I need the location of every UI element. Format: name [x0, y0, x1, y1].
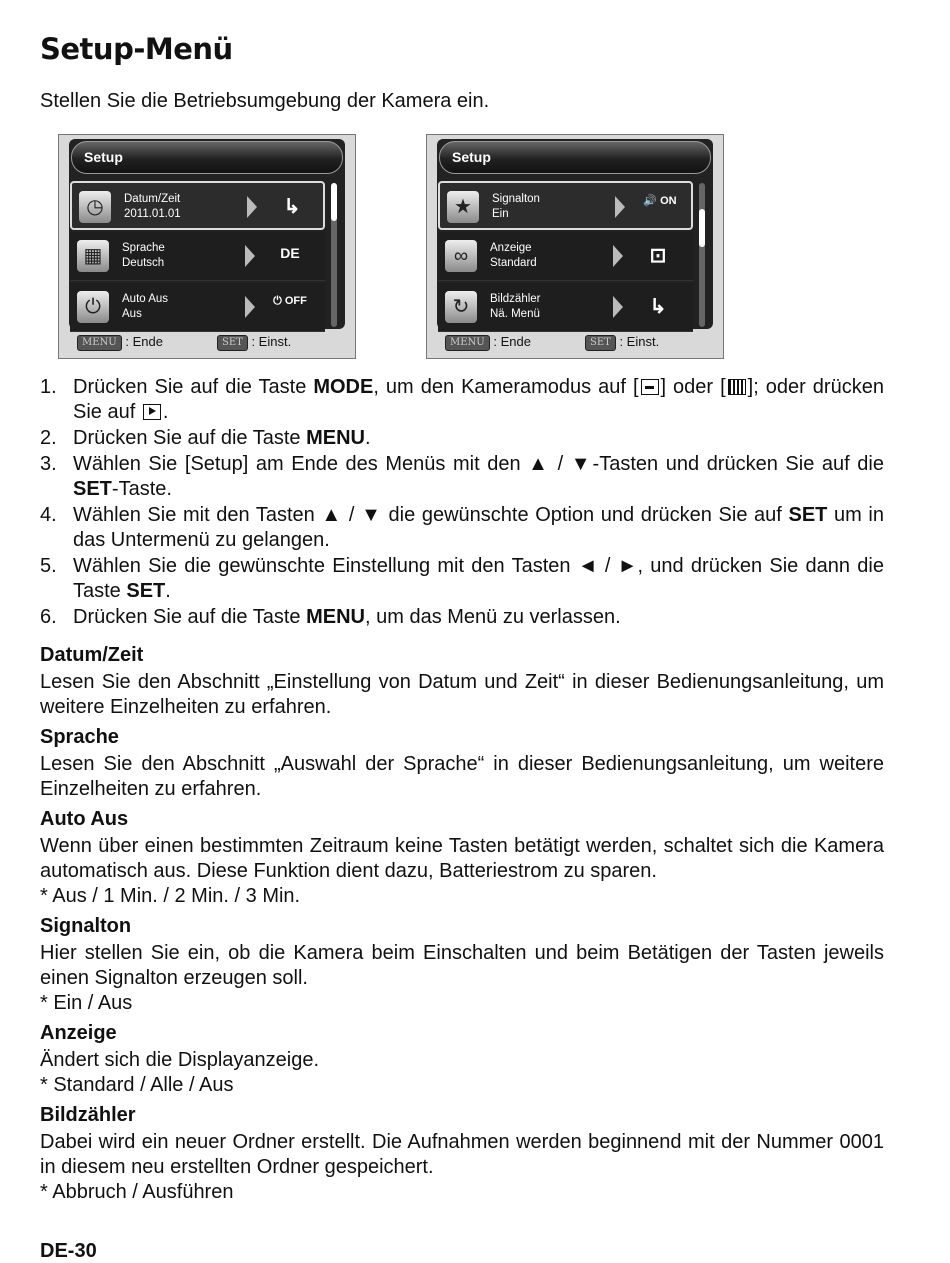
power-icon: ⏻	[77, 291, 109, 323]
section-options: * Abbruch / Ausführen	[40, 1181, 234, 1203]
screen-header: Setup	[439, 141, 711, 174]
menu-row-auto-aus[interactable]	[70, 283, 325, 332]
speaker-on-icon: 🔊 ON	[643, 195, 677, 207]
counter-icon: ↻	[445, 291, 477, 323]
row-label: Datum/Zeit 2011.01.01	[124, 193, 181, 220]
menu-row-sprache[interactable]	[70, 232, 325, 281]
power-off-icon: ⏻ OFF	[273, 295, 307, 307]
section-text: Lesen Sie den Abschnitt „Einstellung von Datum und Zeit“ in dieser Bedienungsanleitung, um weitere Einzelheiten zu erfahren.	[40, 671, 884, 718]
enter-arrow-icon: ↳	[283, 196, 301, 218]
step-item: 4. Wählen Sie mit den Tasten ▲ / ▼ die gewünschte Option und drücken Sie auf SET um in das Untermenü zu gelangen.	[40, 504, 884, 551]
chevron-right-icon	[245, 245, 255, 267]
menu-button-icon: MENU	[77, 335, 122, 351]
chevron-right-icon	[613, 245, 623, 267]
enter-arrow-icon: ↳	[649, 296, 667, 318]
set-hint: SET : Einst.	[217, 334, 291, 351]
row-label: Anzeige Standard	[490, 242, 537, 269]
steps-list	[40, 375, 884, 631]
step-item: 6. Drücken Sie auf die Taste MENU, um das Menü zu verlassen.	[40, 606, 621, 628]
section-heading: Bildzähler	[40, 1104, 136, 1126]
option-descriptions	[40, 643, 884, 1210]
section-anzeige	[40, 1021, 884, 1098]
section-sprache	[40, 725, 884, 802]
chevron-right-icon	[613, 296, 623, 318]
screen-header: Setup	[71, 141, 343, 174]
display-icon: ∞	[445, 240, 477, 272]
section-auto-aus	[40, 807, 884, 909]
scrollbar-thumb[interactable]	[331, 183, 337, 221]
scrollbar[interactable]	[699, 183, 705, 327]
set-hint: SET : Einst.	[585, 334, 659, 351]
section-text: Dabei wird ein neuer Ordner erstellt. Die Aufnahmen werden beginnend mit der Nummer 0001 in diesem neu erstellten Ordner gespeichert.	[40, 1131, 884, 1178]
set-button-icon: SET	[217, 335, 248, 351]
screen-display	[69, 139, 345, 329]
scrollbar-thumb[interactable]	[699, 209, 705, 247]
section-heading: Auto Aus	[40, 808, 129, 830]
section-options: * Ein / Aus	[40, 992, 133, 1014]
sound-icon: ★	[447, 191, 479, 223]
screen-footer	[427, 334, 723, 352]
section-heading: Signalton	[40, 915, 132, 937]
language-de-icon: DE	[280, 245, 300, 261]
setup-screen-2	[426, 134, 724, 359]
menu-row-signalton[interactable]	[438, 181, 693, 230]
section-text: Lesen Sie den Abschnitt „Auswahl der Sprache“ in dieser Bedienungsanleitung, um weitere Einzelheiten zu erfahren.	[40, 753, 884, 800]
section-text: Wenn über einen bestimmten Zeitraum keine Tasten betätigt werden, schaltet sich die Kamera automatisch aus. Diese Funktion dient dazu, Batteriestrom zu sparen.	[40, 835, 884, 882]
chevron-right-icon	[247, 196, 257, 218]
section-signalton	[40, 914, 884, 1016]
section-datum-zeit	[40, 643, 884, 720]
setup-screen-1	[58, 134, 356, 359]
display-standard-icon: ⊡	[649, 245, 667, 267]
menu-row-bildzaehler[interactable]	[438, 283, 693, 332]
menu-row-anzeige[interactable]	[438, 232, 693, 281]
menu-hint: MENU : Ende	[445, 334, 531, 351]
clock-icon: ◷	[79, 191, 111, 223]
language-icon: ▦	[77, 240, 109, 272]
screen-footer	[59, 334, 355, 352]
row-label: Signalton Ein	[492, 193, 540, 220]
page-number: DE-30	[40, 1240, 97, 1262]
menu-button-icon: MENU	[445, 335, 490, 351]
chevron-right-icon	[615, 196, 625, 218]
row-label: Bildzähler Nä. Menü	[490, 293, 541, 320]
row-label: Sprache Deutsch	[122, 242, 165, 269]
section-options: * Standard / Alle / Aus	[40, 1074, 234, 1096]
step-item: 5. Wählen Sie die gewünschte Einstellung mit den Tasten ◄ / ►, und drücken Sie dann die Taste SET.	[40, 555, 884, 602]
section-options: * Aus / 1 Min. / 2 Min. / 3 Min.	[40, 885, 301, 907]
video-mode-icon	[728, 379, 746, 395]
section-text: Hier stellen Sie ein, ob die Kamera beim Einschalten und beim Betätigen der Tasten jeweils einen Signalton erzeugen soll.	[40, 942, 884, 989]
intro-text: Stellen Sie die Betriebsumgebung der Kamera ein.	[40, 90, 490, 112]
step-item: 2. Drücken Sie auf die Taste MENU.	[40, 427, 371, 449]
page-title: Setup-Menü	[40, 32, 233, 66]
section-heading: Sprache	[40, 726, 119, 748]
section-bildzaehler	[40, 1103, 884, 1205]
menu-hint: MENU : Ende	[77, 334, 163, 351]
step-item: 3. Wählen Sie [Setup] am Ende des Menüs mit den ▲ / ▼-Tasten und drücken Sie auf die SET-Taste.	[40, 453, 884, 500]
menu-row-datum-zeit[interactable]	[70, 181, 325, 230]
section-heading: Anzeige	[40, 1022, 117, 1044]
section-heading: Datum/Zeit	[40, 644, 144, 666]
set-button-icon: SET	[585, 335, 616, 351]
scrollbar[interactable]	[331, 183, 337, 327]
camera-mode-icon	[641, 379, 659, 395]
section-text: Ändert sich die Displayanzeige.	[40, 1049, 320, 1071]
playback-icon	[143, 404, 161, 420]
chevron-right-icon	[245, 296, 255, 318]
row-label: Auto Aus Aus	[122, 293, 169, 320]
screen-display	[437, 139, 713, 329]
step-item: 1. Drücken Sie auf die Taste MODE, um den Kameramodus auf [ ] oder [ ]; oder drücken Sie auf .	[40, 376, 884, 423]
